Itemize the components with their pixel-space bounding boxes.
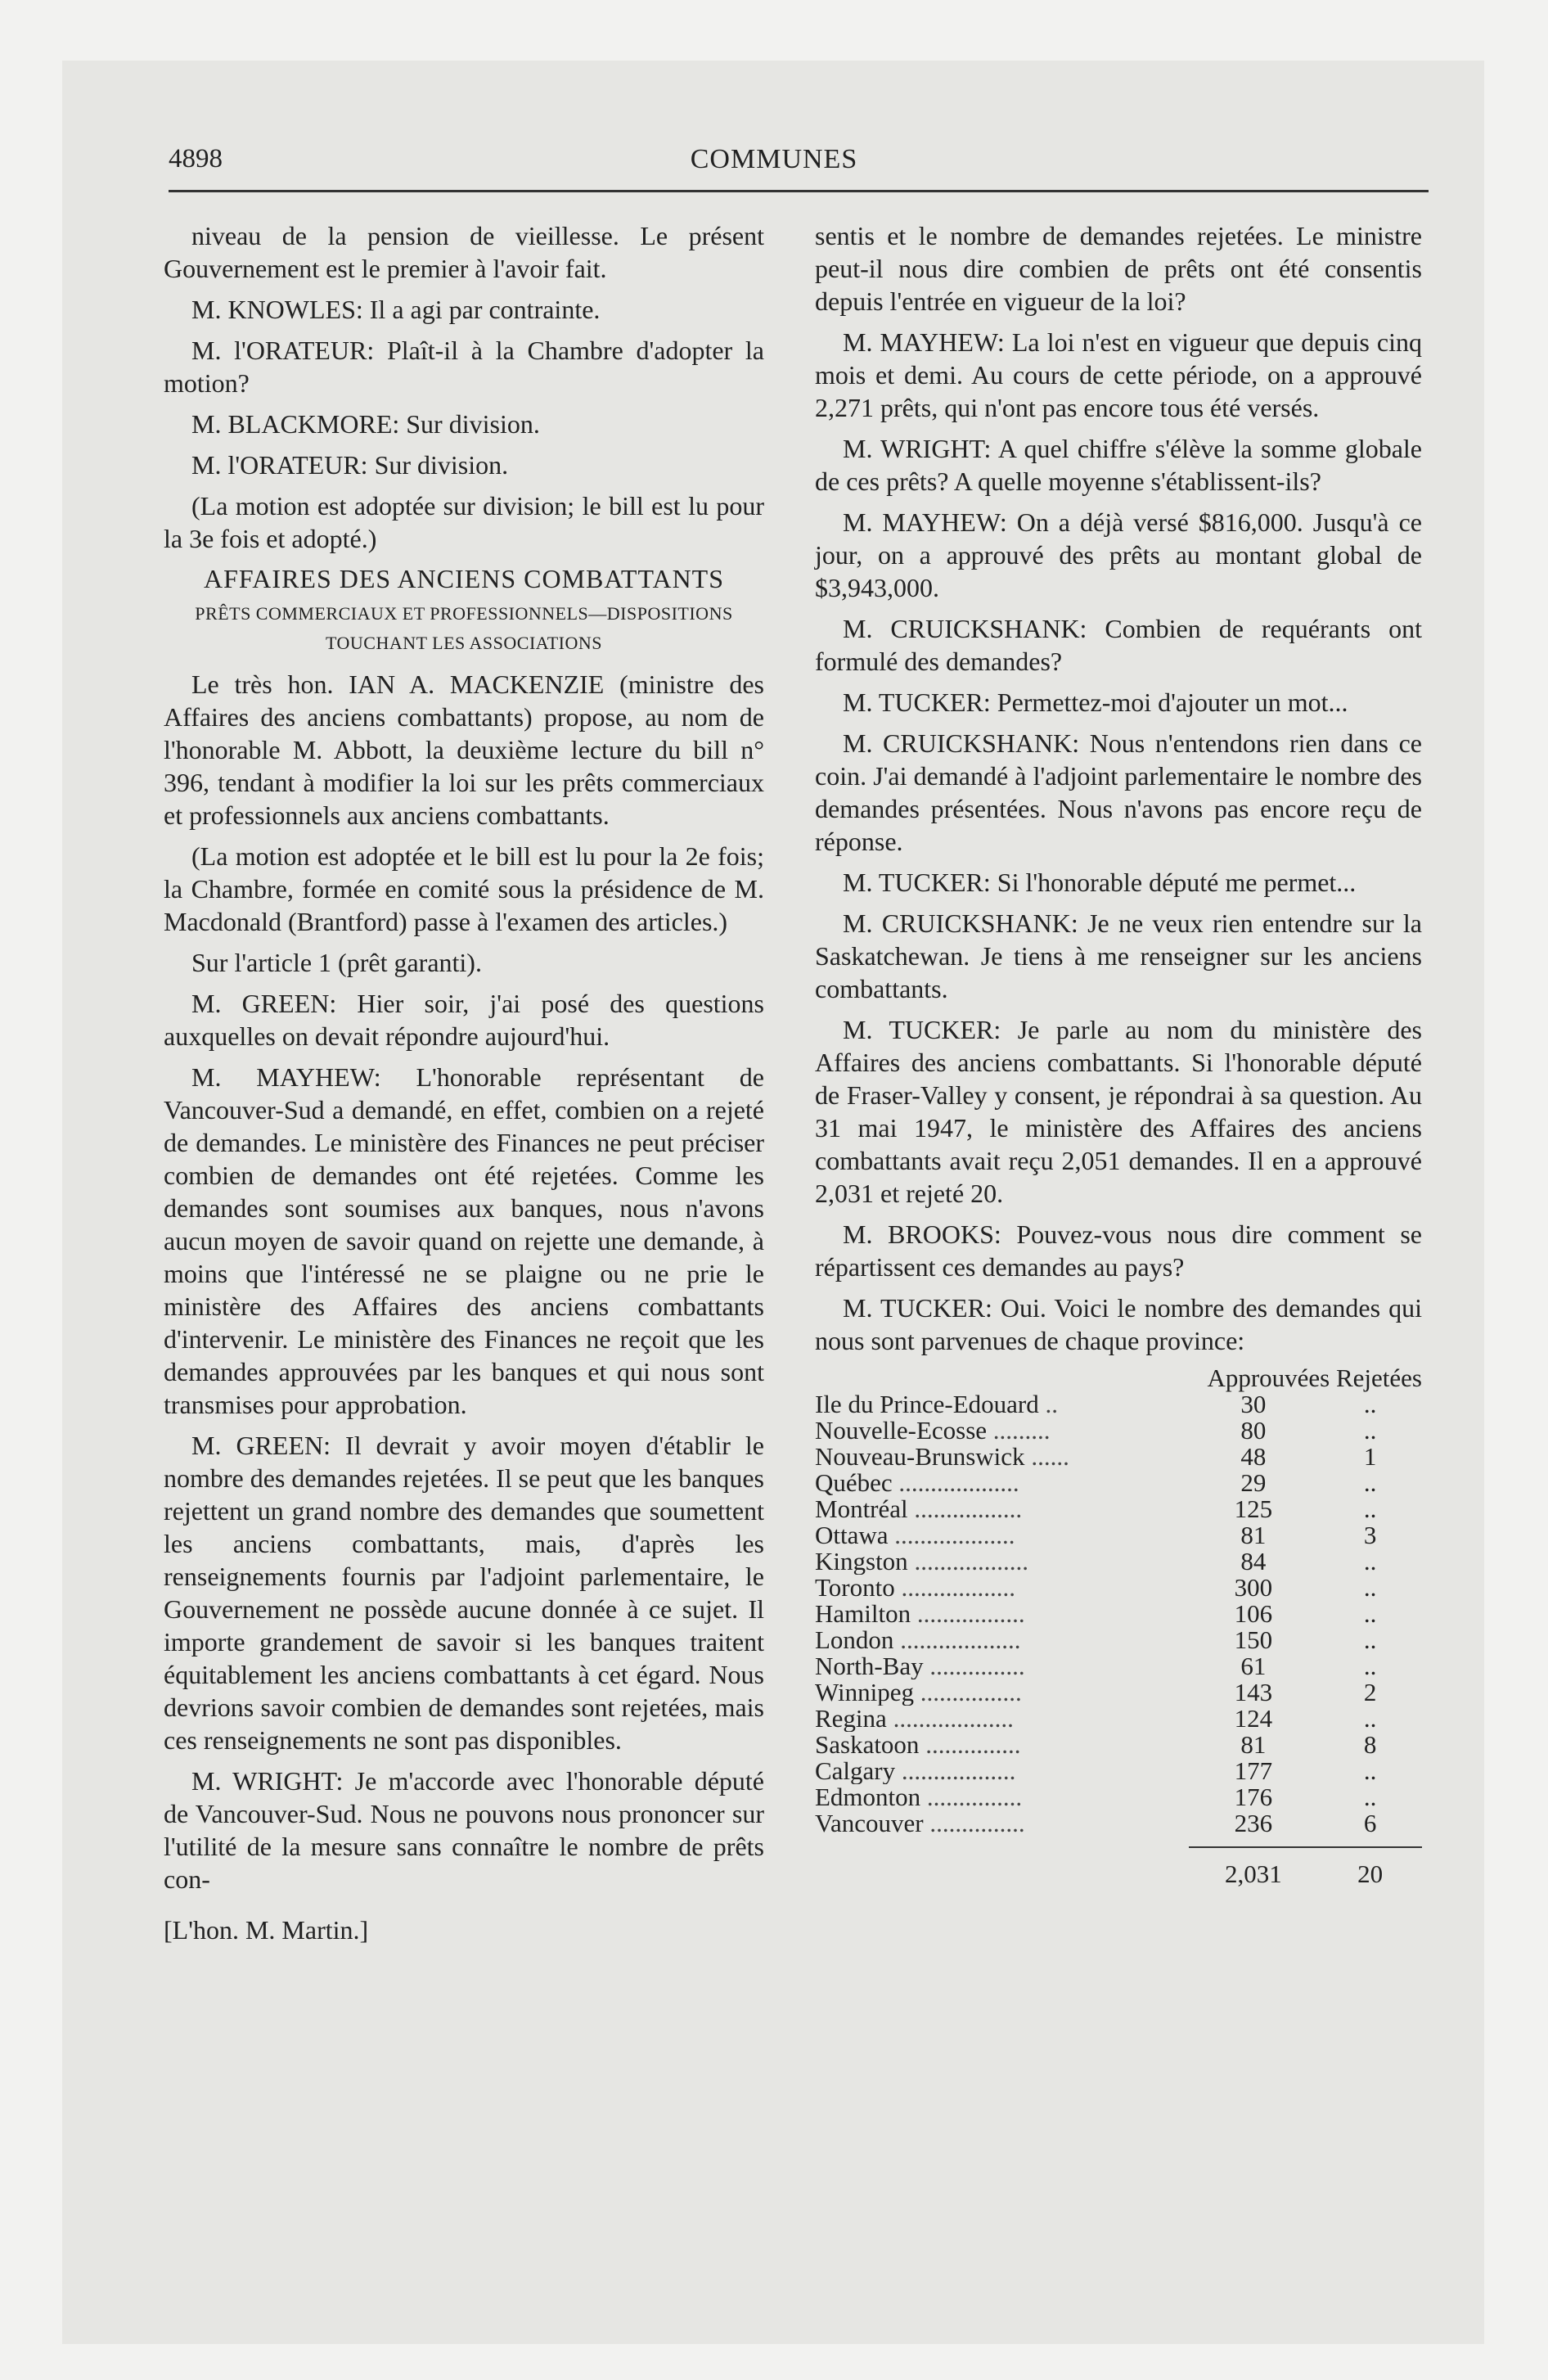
province-name: Edmonton — [815, 1784, 921, 1810]
paragraph: Le très hon. IAN A. MACKENZIE (ministre des Affaires des anciens combattants) propose, au nom de l'honorable M. Abbott, la deuxième lecture du bill n° 396, tendant à modifier la loi sur les prêts commerciaux et professionnels aux anciens combattants. — [164, 669, 764, 830]
approved-cell: 30 — [1240, 1390, 1267, 1418]
total-rule — [815, 1837, 1422, 1847]
leader-dots: ............... — [920, 1784, 1023, 1810]
table-row — [815, 1575, 1422, 1601]
paragraph: M. l'ORATEUR: Sur division. — [191, 450, 509, 480]
table-row — [815, 1706, 1422, 1732]
table-row — [815, 1470, 1422, 1496]
province-name: Ottawa — [815, 1522, 889, 1548]
header-rule — [169, 190, 1429, 192]
approved-cell: 80 — [1240, 1416, 1267, 1445]
paragraph: (La motion est adoptée sur division; le bill est lu pour la 3e fois et adopté.) — [164, 491, 764, 553]
paragraph: M. KNOWLES: Il a agi par contrainte. — [191, 295, 601, 324]
leader-dots: .. — [1038, 1391, 1058, 1418]
total-row — [815, 1847, 1422, 1887]
province-name: Toronto — [815, 1575, 895, 1601]
leader-dots: ............... — [923, 1653, 1025, 1679]
province-name: Québec — [815, 1470, 893, 1496]
rejected-cell: .. — [1363, 1625, 1377, 1654]
paragraph: M. GREEN: Il devrait y avoir moyen d'établir le nombre des demandes rejetées. Il se peut que les banques rejettent un grand nombre des demandes que soumettent les anciens combattants, mais, d'après les renseignements fournis par l'adjoint parlementaire, le Gouvernement ne possède aucune donnée à ce sujet. Il importe grandement de savoir si les banques traitent équitablement les anciens combattants à cet égard. Nous devrions savoir combien de demandes sont rejetées, mais ces renseignements ne sont pas disponibles. — [164, 1431, 764, 1755]
rejected-cell: 3 — [1363, 1521, 1377, 1549]
leader-dots: ............... — [919, 1732, 1021, 1758]
paragraph: M. l'ORATEUR: Plaît-il à la Chambre d'adopter la motion? — [164, 336, 764, 398]
table-row — [815, 1522, 1422, 1548]
leader-dots: ................... — [892, 1470, 1019, 1496]
leader-dots: ................... — [893, 1627, 1021, 1653]
province-table — [815, 1365, 1422, 1887]
province-name: Ile du Prince-Edouard — [815, 1391, 1039, 1418]
paragraph: M. BROOKS: Pouvez-vous nous dire comment se répartissent ces demandes au pays? — [815, 1219, 1422, 1282]
table-row — [815, 1784, 1422, 1810]
table-row — [815, 1496, 1422, 1522]
rejected-cell: .. — [1363, 1756, 1377, 1785]
rejected-cell: .. — [1363, 1599, 1377, 1628]
rejected-cell: 1 — [1363, 1442, 1377, 1471]
approved-cell: 300 — [1234, 1573, 1273, 1602]
paragraph: M. GREEN: Hier soir, j'ai posé des questions auxquelles on devait répondre aujourd'hui. — [164, 989, 764, 1051]
province-name: Regina — [815, 1706, 887, 1732]
table-row — [815, 1548, 1422, 1575]
province-name: Saskatoon — [815, 1732, 920, 1758]
paragraph: M. TUCKER: Je parle au nom du ministère des Affaires des anciens combattants. Si l'honorable député de Fraser-Valley y consent, je répondrai à sa question. Au 31 mai 1947, le ministère des Affaires des anciens combattants avait reçu 2,051 demandes. Il en a approuvé 2,031 et rejeté 20. — [815, 1015, 1422, 1208]
approved-cell: 177 — [1234, 1756, 1273, 1785]
approved-cell: 81 — [1240, 1730, 1267, 1759]
approved-cell: 106 — [1234, 1599, 1273, 1628]
province-name: Calgary — [815, 1758, 896, 1784]
rejected-cell: .. — [1363, 1416, 1377, 1445]
rejected-cell: .. — [1363, 1494, 1377, 1523]
paragraph: niveau de la pension de vieillesse. Le présent Gouvernement est le premier à l'avoir fait. — [164, 221, 764, 283]
section-heading: AFFAIRES DES ANCIENS COMBATTANTS — [203, 564, 725, 593]
table-row — [815, 1758, 1422, 1784]
approved-cell: 143 — [1234, 1678, 1273, 1706]
table-row — [815, 1732, 1422, 1758]
province-name: Montréal — [815, 1496, 908, 1522]
total-rejected: 20 — [1357, 1859, 1384, 1888]
approved-cell: 236 — [1234, 1809, 1273, 1837]
approved-cell: 150 — [1234, 1625, 1273, 1654]
approved-cell: 61 — [1240, 1652, 1267, 1680]
leader-dots: ................. — [907, 1496, 1023, 1522]
table-row — [815, 1418, 1422, 1444]
column-header-rejected: Rejetées — [1335, 1364, 1422, 1392]
paragraph: M. TUCKER: Oui. Voici le nombre des demandes qui nous sont parvenues de chaque province: — [815, 1293, 1422, 1355]
province-name: Nouveau-Brunswick — [815, 1444, 1025, 1470]
province-name: London — [815, 1627, 894, 1653]
table-header-row — [815, 1365, 1422, 1391]
paragraph: M. MAYHEW: L'honorable représentant de Vancouver-Sud a demandé, en effet, combien on a rejeté de demandes. Le ministère des Finances ne peut préciser combien de demandes ont été rejetées. Comme les demandes sont soumises aux banques, nous n'avons aucun moyen de savoir quand on rejette une demande, à moins que l'intéressé ne se plaigne ou ne prie le ministère des Affaires des anciens combattants d'intervenir. Le ministère des Finances ne reçoit que les demandes approuvées par les banques et qui nous sont transmises pour approbation. — [164, 1062, 764, 1419]
paragraph: M. CRUICKSHANK: Je ne veux rien entendre sur la Saskatchewan. Je tiens à me renseigner sur les anciens combattants. — [815, 908, 1422, 1003]
paragraph: Sur l'article 1 (prêt garanti). — [191, 948, 482, 977]
table-row — [815, 1444, 1422, 1470]
leader-dots: .................. — [895, 1758, 1016, 1784]
province-name: Kingston — [815, 1548, 908, 1575]
paragraph: M. CRUICKSHANK: Nous n'entendons rien dans ce coin. J'ai demandé à l'adjoint parlementaire le nombre des demandes présentées. Nous n'avons pas encore reçu de réponse. — [815, 728, 1422, 856]
rejected-cell: .. — [1363, 1652, 1377, 1680]
table-row — [815, 1601, 1422, 1627]
leader-dots: ................. — [911, 1601, 1025, 1627]
table-row — [815, 1653, 1422, 1679]
page-title: COMMUNES — [690, 144, 858, 174]
paragraph: sentis et le nombre de demandes rejetées. Le ministre peut-il nous dire combien de prêts ont été consentis depuis l'entrée en vigueur de la loi? — [815, 221, 1422, 316]
rejected-cell: 8 — [1363, 1730, 1377, 1759]
total-approved: 2,031 — [1225, 1859, 1282, 1888]
approved-cell: 84 — [1240, 1547, 1267, 1575]
rejected-cell: .. — [1363, 1390, 1377, 1418]
paragraph: M. WRIGHT: A quel chiffre s'élève la somme globale de ces prêts? A quelle moyenne s'établissent-ils? — [815, 434, 1422, 496]
paragraph: M. BLACKMORE: Sur division. — [191, 409, 540, 439]
approved-cell: 124 — [1234, 1704, 1273, 1733]
approved-cell: 29 — [1240, 1468, 1267, 1497]
paragraph: M. CRUICKSHANK: Combien de requérants ont formulé des demandes? — [815, 614, 1422, 676]
rejected-cell: .. — [1363, 1783, 1377, 1811]
province-name: Hamilton — [815, 1601, 911, 1627]
paragraph: M. TUCKER: Permettez-moi d'ajouter un mot... — [843, 687, 1348, 717]
table-row — [815, 1679, 1422, 1706]
leader-dots: .................. — [907, 1548, 1028, 1575]
rejected-cell: .. — [1363, 1573, 1377, 1602]
section-subheading: PRÊTS COMMERCIAUX ET PROFESSIONNELS—DISPOSITIONS TOUCHANT LES ASSOCIATIONS — [195, 603, 733, 653]
province-name: Vancouver — [815, 1810, 924, 1837]
approved-cell: 176 — [1234, 1783, 1273, 1811]
column-header-approved: Approuvées — [1207, 1364, 1330, 1392]
paragraph: M. TUCKER: Si l'honorable député me permet... — [843, 868, 1357, 897]
rejected-cell: 2 — [1363, 1678, 1377, 1706]
right-column — [815, 219, 1422, 1887]
leader-dots: ...... — [1024, 1444, 1069, 1470]
leader-dots: ................... — [886, 1706, 1014, 1732]
paragraph: M. MAYHEW: On a déjà versé $816,000. Jusqu'à ce jour, on a approuvé des prêts au montant global de $3,943,000. — [815, 507, 1422, 602]
rejected-cell: .. — [1363, 1468, 1377, 1497]
approved-cell: 125 — [1234, 1494, 1273, 1523]
approved-cell: 48 — [1240, 1442, 1267, 1471]
rejected-cell: .. — [1363, 1704, 1377, 1733]
paragraph: M. WRIGHT: Je m'accorde avec l'honorable député de Vancouver-Sud. Nous ne pouvons nous prononcer sur l'utilité de la mesure sans connaître le nombre de prêts con- — [164, 1766, 764, 1894]
province-name: Nouvelle-Ecosse — [815, 1418, 988, 1444]
leader-dots: ................... — [888, 1522, 1015, 1548]
left-column — [164, 219, 764, 1954]
leader-dots: .................. — [894, 1575, 1015, 1601]
leader-dots: ............... — [923, 1810, 1025, 1837]
paragraph: (La motion est adoptée et le bill est lu pour la 2e fois; la Chambre, formée en comité sous la présidence de M. Macdonald (Brantford) passe à l'examen des articles.) — [164, 841, 764, 936]
table-row — [815, 1391, 1422, 1418]
paragraph: M. MAYHEW: La loi n'est en vigueur que depuis cinq mois et demi. Au cours de cette période, on a approuvé 2,271 prêts, qui n'ont pas encore tous été versés. — [815, 327, 1422, 422]
page-number: 4898 — [169, 144, 223, 174]
table-row — [815, 1810, 1422, 1837]
page-footer: [L'hon. M. Martin.] — [164, 1915, 369, 1945]
province-name: North-Bay — [815, 1653, 924, 1679]
table-row — [815, 1627, 1422, 1653]
leader-dots: ................ — [914, 1679, 1022, 1706]
approved-cell: 81 — [1240, 1521, 1267, 1549]
leader-dots: ......... — [987, 1418, 1051, 1444]
province-name: Winnipeg — [815, 1679, 915, 1706]
rejected-cell: .. — [1363, 1547, 1377, 1575]
table-body — [815, 1391, 1422, 1887]
rejected-cell: 6 — [1363, 1809, 1377, 1837]
